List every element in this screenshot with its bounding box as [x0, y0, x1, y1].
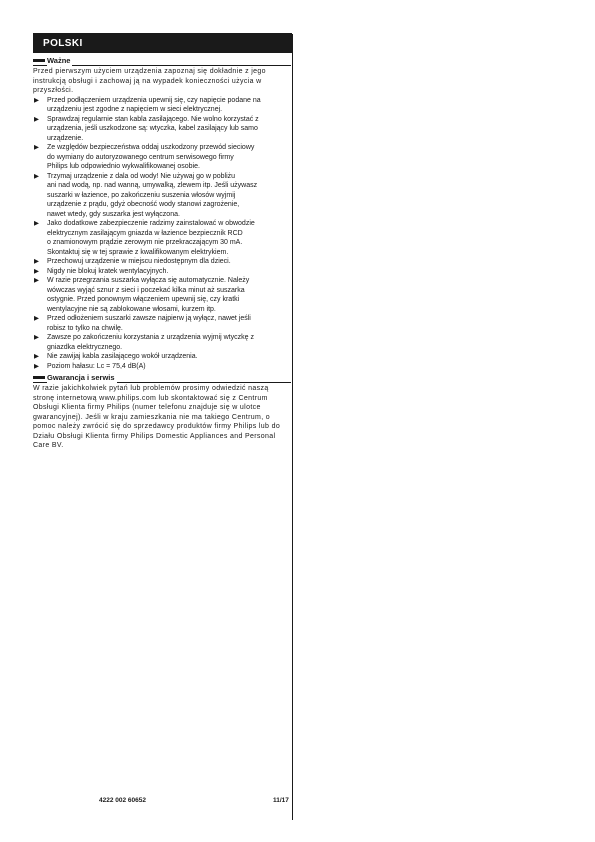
section-title-important: Ważne [47, 56, 71, 65]
triangle-bullet-icon: ▶ [34, 172, 39, 180]
manual-content [33, 56, 291, 451]
list-item-text: Nie zawijaj kabla zasilającego wokół urządzenia. [47, 353, 198, 360]
important-intro: Przed pierwszym użyciem urządzenia zapoznaj się dokładnie z jego instrukcją obsługi i zachowaj ją na wypadek konieczności użycia w przyszłości. [33, 68, 266, 94]
triangle-bullet-icon: ▶ [34, 267, 39, 275]
section-heading-warranty [33, 373, 291, 383]
document-code: 4222 002 60652 [99, 797, 146, 804]
triangle-bullet-icon: ▶ [34, 96, 39, 104]
triangle-bullet-icon: ▶ [34, 353, 39, 360]
warranty-body: W razie jakichkolwiek pytań lub problemów prosimy odwiedzić naszą stronę internetową www.philips.com lub skontaktować się z Centrum Obsługi Klienta firmy Philips (numer telefonu znajduje się w ulotce gwarancyjnej). Jeśli w kraju zamieszkania nie ma takiego Centrum, o pomoc należy zwrócić się do sprzedawcy produktów firmy Philips lub do Działu Obsługi Klienta firmy Philips Domestic Appliances and Personal Care BV. [33, 385, 281, 449]
triangle-bullet-icon: ▶ [34, 258, 39, 265]
section-title-warranty: Gwarancja i serwis [47, 373, 115, 382]
list-item-text: Jako dodatkowe zabezpieczenie radzimy zainstalować w obwodzie elektrycznym zasilającym gniazda w łazience bezpiecznik RCD o znamionowym prądzie zerowym nie przekraczającym 30 mA. Skontaktuj się w tej sprawie z kwalifikowanym elektrykiem. [47, 220, 255, 256]
triangle-bullet-icon: ▶ [34, 334, 39, 341]
triangle-bullet-icon: ▶ [34, 277, 39, 284]
list-item-text: Ze względów bezpieczeństwa oddaj uszkodzony przewód sieciowy do wymiany do autoryzowanego centrum serwisowego firmy Philips lub odpowiednio wykwalifikowanej osobie. [47, 144, 255, 170]
column-divider [292, 34, 293, 820]
list-item-text: Zawsze po zakończeniu korzystania z urządzenia wyjmij wtyczkę z gniazdka elektrycznego. [47, 334, 254, 351]
list-item [33, 96, 291, 115]
list-item [33, 352, 291, 362]
triangle-bullet-icon: ▶ [34, 220, 39, 227]
triangle-bullet-icon: ▶ [34, 115, 39, 123]
list-item-text: Przechowuj urządzenie w miejscu niedostępnym dla dzieci. [47, 258, 231, 265]
list-item [33, 276, 291, 314]
triangle-bullet-icon: ▶ [34, 144, 39, 151]
list-item [33, 333, 291, 352]
list-item-text: Sprawdzaj regularnie stan kabla zasilającego. Nie wolno korzystać z urządzenia, jeśli uszkodzone są: wtyczka, kabel zasilający lub samo urządzenie. [47, 115, 259, 142]
language-title: POLSKI [43, 38, 83, 49]
list-item [33, 362, 291, 372]
list-item-text: Przed podłączeniem urządzenia upewnij się, czy napięcie podane na urządzeniu jest zgodne z napięciem w sieci elektrycznej. [47, 96, 261, 113]
list-item-text: Przed odłożeniem suszarki zawsze najpierw ją wyłącz, nawet jeśli robisz to tylko na chwilę. [47, 315, 251, 332]
list-item-text: Nigdy nie blokuj kratek wentylacyjnych. [47, 267, 169, 275]
list-item [33, 143, 291, 172]
list-item [33, 219, 291, 257]
list-item [33, 267, 291, 277]
page-number: 11/17 [273, 797, 289, 804]
list-item-text: Poziom hałasu: Lc = 75,4 dB(A) [47, 362, 146, 370]
list-item [33, 314, 291, 333]
triangle-bullet-icon: ▶ [34, 362, 39, 370]
list-item-text: Trzymaj urządzenie z dala od wody! Nie używaj go w pobliżu ani nad wodą, np. nad wanną, umywalką, zlewem itp. Jeśli używasz suszarki w łazience, po zakończeniu suszenia włosów wyjmij urządzenie z prądu, gdyż obecność wody stanowi zagrożenie, nawet wtedy, gdy suszarka jest wyłączona. [47, 172, 258, 218]
list-item [33, 257, 291, 267]
section-heading-important [33, 56, 291, 66]
triangle-bullet-icon: ▶ [34, 315, 39, 322]
list-item [33, 172, 291, 220]
list-item [33, 115, 291, 144]
language-header-bar [33, 33, 292, 53]
important-list [33, 96, 291, 372]
list-item-text: W razie przegrzania suszarka wyłącza się automatycznie. Należy wówczas wyjąć sznur z sieci i poczekać kilka minut aż suszarka ostygnie. Przed ponownym włączeniem upewnij się, czy kratki wentylacyjne nie są zablokowane włosami, kurzem itp. [47, 277, 250, 313]
